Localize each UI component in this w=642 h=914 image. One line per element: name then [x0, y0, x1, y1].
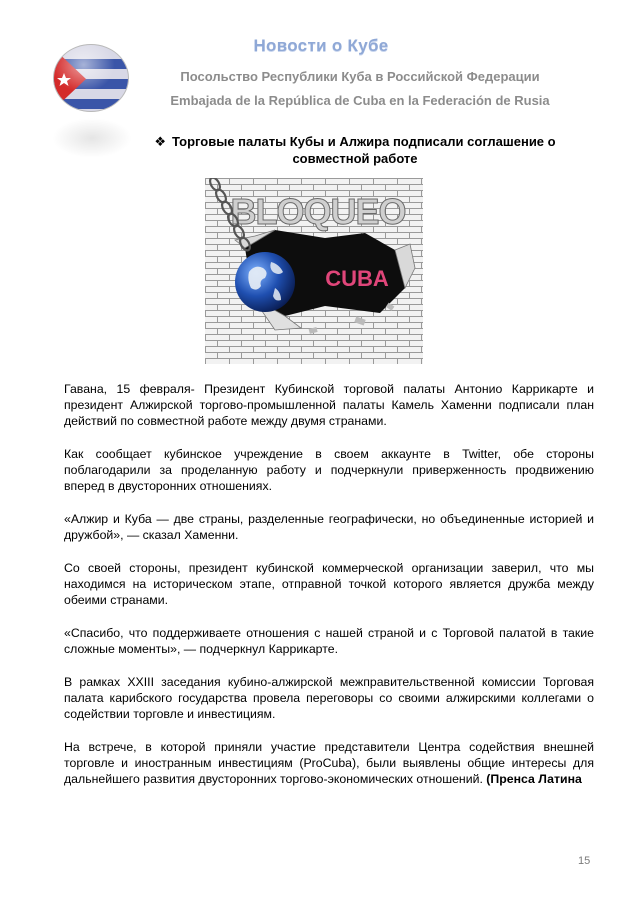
article-paragraph: «Алжир и Куба — две страны, разделенные географически, но объединенные историей и дружбой», — сказал Хаменни.	[64, 512, 594, 542]
embassy-name-es: Embajada de la República de Cuba en la Federación de Rusia	[170, 93, 550, 108]
article-headline	[140, 133, 570, 167]
headline-text: Торговые палаты Кубы и Алжира подписали соглашение о совместной работе	[172, 134, 556, 166]
page-number: 15	[578, 855, 591, 867]
article-source: (Пренса Латина	[486, 772, 582, 786]
image-word-cuba: CUBA	[325, 266, 389, 291]
newsletter-title: Новости о Кубе	[253, 36, 389, 55]
article-body	[64, 381, 594, 804]
article-paragraph: «Спасибо, что поддерживаете отношения с нашей страной и с Торговой палатой в такие сложные моменты», — подчеркнул Каррикарте.	[64, 626, 594, 656]
embassy-name-ru: Посольство Республики Куба в Российской Федерации	[180, 69, 540, 84]
article-paragraph-last	[64, 739, 594, 787]
article-paragraph: Как сообщает кубинское учреждение в своем аккаунте в Twitter, обе стороны поблагодарили за проделанную работу и подчеркнули приверженность продвижению вперед в двусторонних отношениях.	[64, 447, 594, 493]
article-paragraph: В рамках XXIII заседания кубино-алжирской межправительственной комиссии Торговая палата карибского государства провела переговоры со своими алжирскими коллегами о содействии торговле и инвестициям.	[64, 675, 594, 721]
logo-shadow	[52, 118, 132, 158]
article-paragraph: Со своей стороны, президент кубинской коммерческой организации заверил, что мы находимся на историческом этапе, отправной точкой которого является дружба между обеими странами.	[64, 561, 594, 607]
image-word-bloqueo: BLOQUEO	[230, 191, 406, 232]
article-illustration	[205, 178, 423, 364]
bullet-icon: ❖	[154, 134, 167, 149]
last-paragraph-text: На встрече, в которой приняли участие представители Центра содействия внешней торговле и иностранным инвестициям (ProCuba), были выявлены общие интересы для дальнейшего развития двусторонних торгово-экономических отношений.	[64, 740, 594, 786]
article-paragraph: Гавана, 15 февраля- Президент Кубинской торговой палаты Антонио Каррикарте и президент Алжирской торгово-промышленной палаты Камель Хаменни подписали план действий по совместной работе между двумя странами.	[64, 382, 594, 428]
